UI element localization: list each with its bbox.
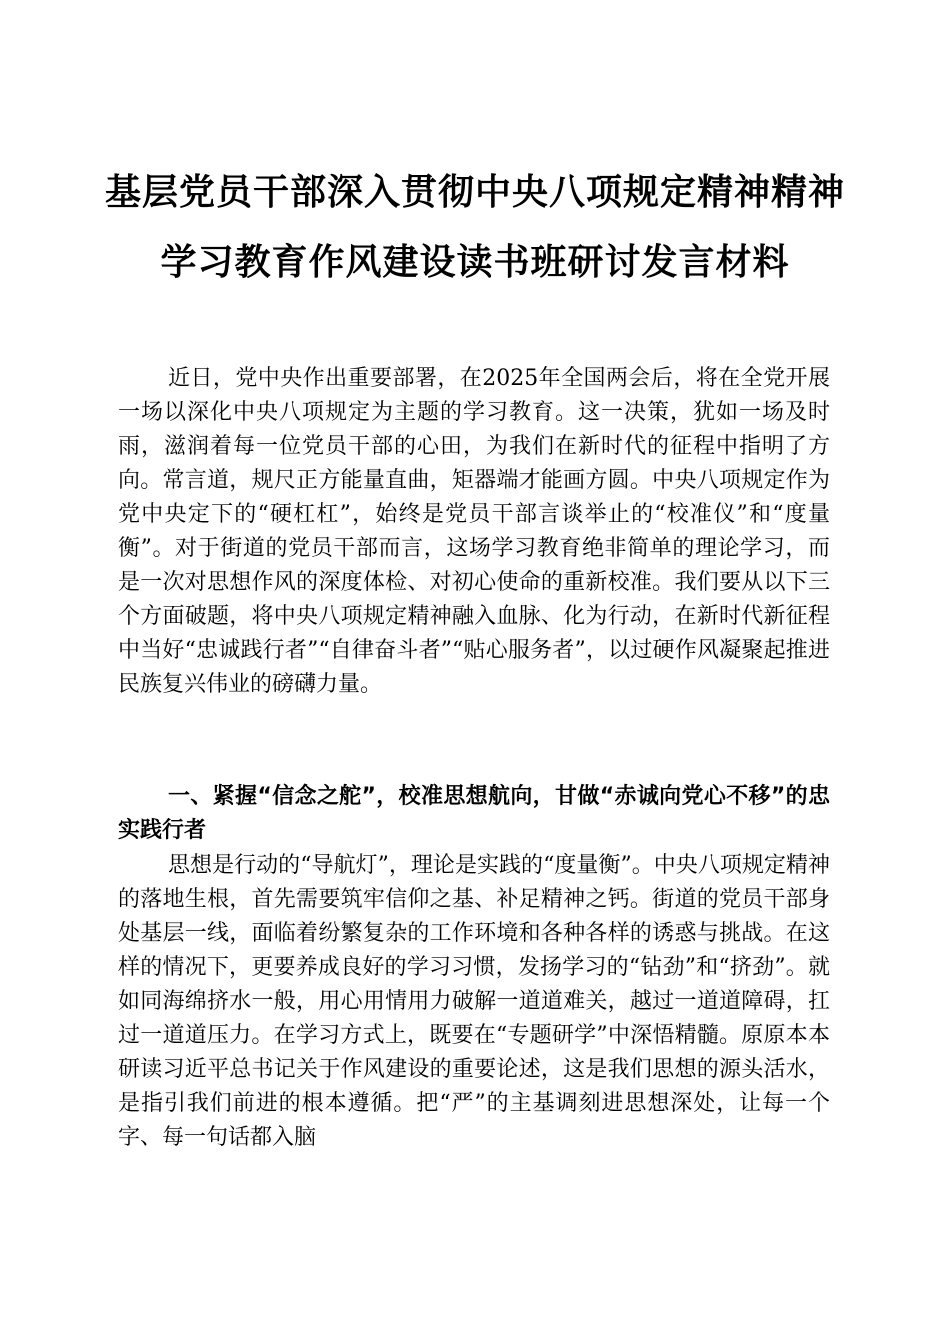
paragraph-section-1: 思想是行动的“导航灯”，理论是实践的“度量衡”。中央八项规定精神的落地生根，首先需要筑牢信仰之基、补足精神之钙。街道的党员干部身处基层一线，面临着纷繁复杂的工作环境和各种各样的诱惑与挑战。在这样的情况下，更要养成良好的学习习惯，发扬学习的“钻劲”和“挤劲”。就如同海绵挤水一般，用心用情用力破解一道道难关，越过一道道障碍，扛过一道道压力。在学习方式上，既要在“专题研学”中深悟精髓。原原本本研读习近平总书记关于作风建设的重要论述，这是我们思想的源头活水，是指引我们前进的根本遵循。把“严”的主基调刻进思想深处，让每一个字、每一句话都入脑 (118, 853, 830, 1150)
document-title-line-1: 基层党员干部深入贯彻中央八项规定精神精神 (104, 171, 845, 213)
paragraph-intro: 近日，党中央作出重要部署，在2025年全国两会后，将在全党开展一场以深化中央八项规定为主题的学习教育。这一决策，犹如一场及时雨，滋润着每一位党员干部的心田，为我们在新时代的征程中指明了方向。常言道，规尺正方能量直曲，矩器端才能画方圆。中央八项规定作为党中央定下的“硬杠杠”，始终是党员干部言谈举止的“校准仪”和“度量衡”。对于街道的党员干部而言，这场学习教育绝非简单的理论学习，而是一次对思想作风的深度体检、对初心使命的重新校准。我们要从以下三个方面破题，将中央八项规定精神融入血脉、化为行动，在新时代新征程中当好“忠诚践行者”“自律奋斗者”“贴心服务者”，以过硬作风凝聚起推进民族复兴伟业的磅礴力量。 (118, 366, 830, 697)
document-title-line-2: 学习教育作风建设读书班研讨发言材料 (160, 241, 790, 283)
section-heading-1: 一、紧握“信念之舵”，校准思想航向，甘做“赤诚向党心不移”的忠实践行者 (118, 784, 830, 843)
